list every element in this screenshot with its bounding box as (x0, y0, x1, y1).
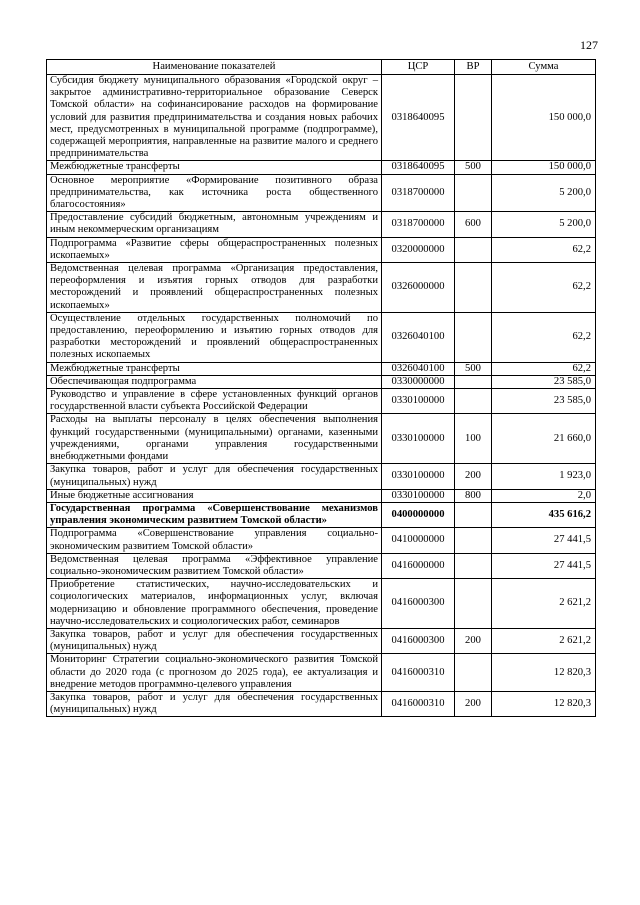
row-sum-cell: 23 585,0 (492, 375, 596, 388)
row-csr-cell: 0416000000 (382, 553, 455, 578)
table-row (47, 464, 596, 489)
table-row (47, 489, 596, 502)
row-sum-cell: 1 923,0 (492, 464, 596, 489)
row-sum-cell: 150 000,0 (492, 161, 596, 174)
row-vr-cell: 200 (455, 628, 492, 653)
header-sum: Сумма (492, 60, 596, 75)
table-row (47, 174, 596, 212)
row-vr-cell (455, 389, 492, 414)
table-row (47, 654, 596, 692)
row-vr-cell: 800 (455, 489, 492, 502)
page-number: 127 (580, 38, 598, 52)
table-row (47, 161, 596, 174)
table-row (47, 691, 596, 716)
row-csr-cell: 0330100000 (382, 414, 455, 464)
row-csr-cell: 0330100000 (382, 389, 455, 414)
row-csr-cell: 0416000310 (382, 654, 455, 692)
row-vr-cell: 100 (455, 414, 492, 464)
row-name-cell: Закупка товаров, работ и услуг для обеспечения государственных (муниципальных) нужд (47, 691, 382, 716)
table-row (47, 579, 596, 629)
header-name: Наименование показателей (47, 60, 382, 75)
row-name-cell: Межбюджетные трансферты (47, 362, 382, 375)
row-vr-cell: 600 (455, 212, 492, 237)
row-vr-cell (455, 75, 492, 161)
budget-table (46, 59, 596, 717)
row-sum-cell: 27 441,5 (492, 528, 596, 553)
header-csr: ЦСР (382, 60, 455, 75)
table-row (47, 389, 596, 414)
row-sum-cell: 150 000,0 (492, 75, 596, 161)
row-sum-cell: 12 820,3 (492, 654, 596, 692)
row-sum-cell: 12 820,3 (492, 691, 596, 716)
row-vr-cell (455, 579, 492, 629)
row-name-cell: Руководство и управление в сфере установленных функций органов государственной власти субъекта Российской Федерации (47, 389, 382, 414)
table-row (47, 237, 596, 262)
row-csr-cell: 0320000000 (382, 237, 455, 262)
table-row (47, 414, 596, 464)
row-vr-cell (455, 375, 492, 388)
row-csr-cell: 0330000000 (382, 375, 455, 388)
row-vr-cell: 200 (455, 691, 492, 716)
row-sum-cell: 5 200,0 (492, 212, 596, 237)
row-name-cell: Осуществление отдельных государственных полномочий по предоставлению, переоформлению и изъятию горных отводов для разработки месторождений и проявлений общераспространенных полезных ископаемых (47, 312, 382, 362)
row-sum-cell: 62,2 (492, 237, 596, 262)
row-vr-cell (455, 553, 492, 578)
row-csr-cell: 0318640095 (382, 75, 455, 161)
row-name-cell: Основное мероприятие «Формирование позитивного образа предпринимательства, как источника роста общественного благосостояния» (47, 174, 382, 212)
row-name-cell: Подпрограмма «Совершенствование управления социально-экономическим развитием Томской области» (47, 528, 382, 553)
row-vr-cell: 500 (455, 161, 492, 174)
row-csr-cell: 0410000000 (382, 528, 455, 553)
row-name-cell: Закупка товаров, работ и услуг для обеспечения государственных (муниципальных) нужд (47, 464, 382, 489)
row-csr-cell: 0416000300 (382, 579, 455, 629)
row-csr-cell: 0318700000 (382, 212, 455, 237)
table-row (47, 212, 596, 237)
row-name-cell: Субсидия бюджету муниципального образования «Городской округ – закрытое административно-территориальное образование Северск Томской области» на софинансирование расходов на формирование условий для развития предпринимательства и создания новых рабочих мест, предусмотренных в муниципальной программе (подпрограмме), содержащей мероприятия, направленные на развитие малого и среднего предпринимательства (47, 75, 382, 161)
row-vr-cell (455, 654, 492, 692)
row-sum-cell: 5 200,0 (492, 174, 596, 212)
table-row (47, 553, 596, 578)
row-name-cell: Межбюджетные трансферты (47, 161, 382, 174)
row-csr-cell: 0416000300 (382, 628, 455, 653)
table-row (47, 312, 596, 362)
row-csr-cell: 0318700000 (382, 174, 455, 212)
row-sum-cell: 62,2 (492, 312, 596, 362)
row-vr-cell: 500 (455, 362, 492, 375)
table-row (47, 362, 596, 375)
row-name-cell: Приобретение статистических, научно-исследовательских и социологических материалов, информационных услуг, включая модернизацию и обновление программного обеспечения, проведение научно-исследовательских и социологических работ, семинаров (47, 579, 382, 629)
row-sum-cell: 21 660,0 (492, 414, 596, 464)
row-sum-cell: 27 441,5 (492, 553, 596, 578)
row-name-cell: Государственная программа «Совершенствование механизмов управления экономическим развитием Томской области» (47, 502, 382, 527)
row-name-cell: Ведомственная целевая программа «Эффективное управление социально-экономическим развитием Томской области» (47, 553, 382, 578)
row-csr-cell: 0326000000 (382, 263, 455, 313)
row-csr-cell: 0330100000 (382, 464, 455, 489)
row-sum-cell: 23 585,0 (492, 389, 596, 414)
table-row (47, 528, 596, 553)
row-sum-cell: 2 621,2 (492, 579, 596, 629)
row-csr-cell: 0400000000 (382, 502, 455, 527)
row-name-cell: Обеспечивающая подпрограмма (47, 375, 382, 388)
row-sum-cell: 435 616,2 (492, 502, 596, 527)
row-sum-cell: 2,0 (492, 489, 596, 502)
row-csr-cell: 0318640095 (382, 161, 455, 174)
row-vr-cell (455, 237, 492, 262)
row-sum-cell: 62,2 (492, 263, 596, 313)
row-vr-cell (455, 528, 492, 553)
row-vr-cell (455, 502, 492, 527)
row-name-cell: Предоставление субсидий бюджетным, автономным учреждениям и иным некоммерческим организациям (47, 212, 382, 237)
table-row (47, 375, 596, 388)
table-header-row (47, 60, 596, 75)
row-vr-cell (455, 312, 492, 362)
row-csr-cell: 0326040100 (382, 312, 455, 362)
row-name-cell: Подпрограмма «Развитие сферы общераспространенных полезных ископаемых» (47, 237, 382, 262)
row-sum-cell: 2 621,2 (492, 628, 596, 653)
row-csr-cell: 0416000310 (382, 691, 455, 716)
table-row (47, 502, 596, 527)
row-name-cell: Закупка товаров, работ и услуг для обеспечения государственных (муниципальных) нужд (47, 628, 382, 653)
row-name-cell: Иные бюджетные ассигнования (47, 489, 382, 502)
row-vr-cell (455, 174, 492, 212)
row-vr-cell (455, 263, 492, 313)
row-sum-cell: 62,2 (492, 362, 596, 375)
row-name-cell: Ведомственная целевая программа «Организация предоставления, переоформления и изъятия горных отводов для разработки месторождений и проявлений общераспространенных полезных ископаемых» (47, 263, 382, 313)
row-csr-cell: 0326040100 (382, 362, 455, 375)
row-name-cell: Мониторинг Стратегии социально-экономического развития Томской области до 2020 года (с прогнозом до 2025 года), ее актуализация и внедрение методов программно-целевого управления (47, 654, 382, 692)
table-row (47, 628, 596, 653)
row-csr-cell: 0330100000 (382, 489, 455, 502)
table-row (47, 263, 596, 313)
row-name-cell: Расходы на выплаты персоналу в целях обеспечения выполнения функций государственными (муниципальными) органами, казенными учреждениями, органами управления государственными внебюджетными фондами (47, 414, 382, 464)
row-vr-cell: 200 (455, 464, 492, 489)
table-row (47, 75, 596, 161)
header-vr: ВР (455, 60, 492, 75)
